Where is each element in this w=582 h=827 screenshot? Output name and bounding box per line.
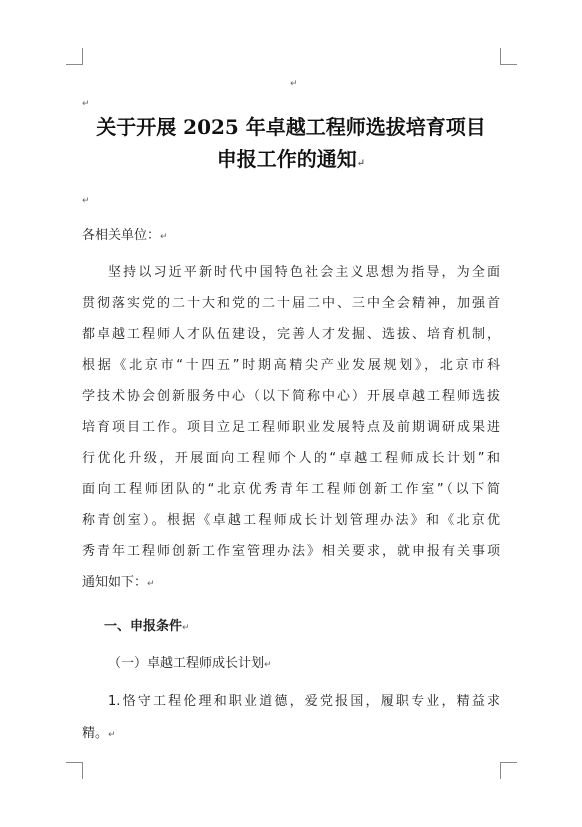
item-line: 1.恪守工程伦理和职业道德，爱党报国，履职专业，精益求 (108, 694, 500, 709)
body-line: 培育项目工作。项目立足工程师职业发展特点及前期调研成果进 (82, 420, 500, 435)
paragraph-mark: ↵ (290, 79, 298, 89)
body-line: 行优化升级，开展面向工程师个人的“卓越工程师成长计划”和 (82, 451, 500, 466)
item-line: 精。↵ (82, 726, 116, 741)
body-line: 面向工程师团队的“北京优秀青年工程师创新工作室”（以下简 (82, 482, 500, 497)
salutation: 各相关单位：↵ (82, 228, 168, 243)
document-title-line-2: 申报工作的通知↵ (216, 147, 366, 171)
crop-mark-top-left (66, 48, 83, 65)
subsection-heading: （一）卓越工程师成长计划↵ (108, 656, 272, 671)
body-line: 贯彻落实党的二十大和党的二十届二中、三中全会精神，加强首 (82, 296, 500, 311)
document-title-line-1: 关于开展 2025 年卓越工程师选拔培育项目 (96, 115, 486, 139)
body-line: 学技术协会创新服务中心（以下简称中心）开展卓越工程师选拔 (82, 389, 500, 404)
crop-mark-top-right (500, 48, 517, 65)
crop-mark-bottom-right (500, 762, 517, 779)
body-line: 秀青年工程师创新工作室管理办法》相关要求，就申报有关事项 (82, 544, 500, 559)
paragraph-mark: ↵ (82, 99, 90, 109)
body-line: 都卓越工程师人才队伍建设，完善人才发掘、选拔、培育机制， (82, 327, 500, 342)
section-heading: 一、申报条件↵ (104, 619, 190, 634)
body-line: 通知如下：↵ (82, 575, 155, 590)
crop-mark-bottom-left (66, 762, 83, 779)
body-line: 根据《北京市“十四五”时期高精尖产业发展规划》，北京市科 (82, 358, 500, 373)
paragraph-mark: ↵ (82, 196, 90, 206)
body-line: 称青创室）。根据《卓越工程师成长计划管理办法》和《北京优 (82, 513, 500, 528)
body-line: 坚持以习近平新时代中国特色社会主义思想为指导，为全面 (108, 265, 500, 280)
